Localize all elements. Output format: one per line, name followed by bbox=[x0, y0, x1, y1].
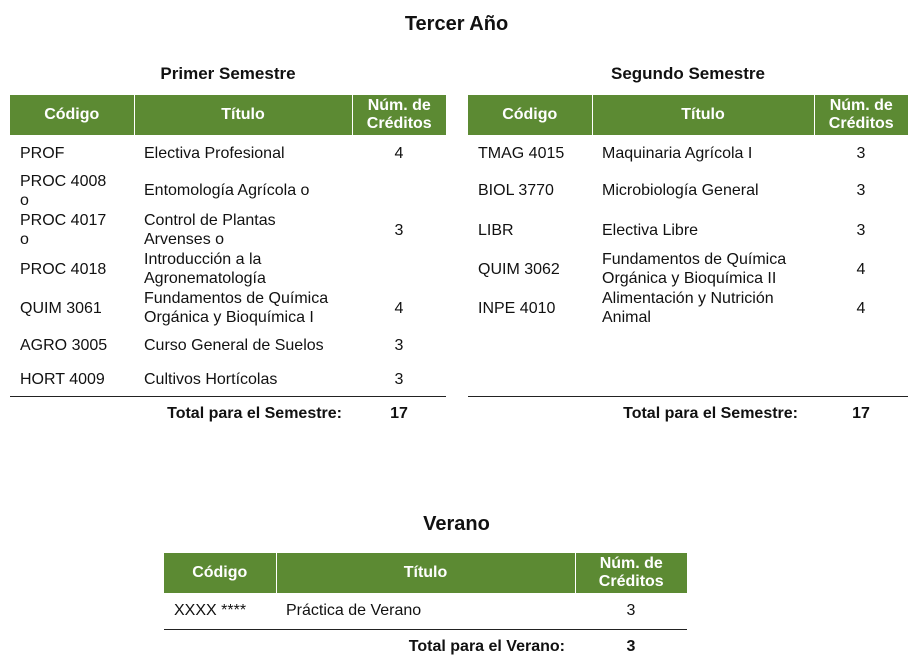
course-code: LIBR bbox=[478, 221, 514, 239]
second-semester-heading: Segundo Semestre bbox=[611, 64, 765, 83]
course-title: Fundamentos de Química Orgánica y Bioquímica I bbox=[144, 290, 329, 326]
table-row bbox=[10, 250, 446, 288]
table-row bbox=[468, 135, 908, 171]
table-row bbox=[10, 171, 446, 210]
header-codigo: Código bbox=[164, 553, 276, 593]
summer-heading: Verano bbox=[423, 513, 490, 535]
header-titulo: Título bbox=[592, 95, 814, 135]
course-title: Electiva Profesional bbox=[144, 144, 285, 162]
summer-total-value: 3 bbox=[626, 638, 636, 655]
table-row bbox=[468, 250, 908, 288]
header-titulo: Título bbox=[134, 95, 352, 135]
first-semester-total-value: 17 bbox=[390, 405, 408, 422]
first-semester-total-label: Total para el Semestre: bbox=[167, 405, 342, 422]
second-semester-table bbox=[468, 95, 908, 397]
course-title: Práctica de Verano bbox=[286, 602, 422, 620]
course-title: Microbiología General bbox=[602, 182, 759, 199]
course-title: Maquinaria Agrícola I bbox=[602, 144, 753, 162]
course-credits: 3 bbox=[394, 370, 404, 388]
table-header-row bbox=[468, 95, 908, 135]
header-creditos: Núm. de Créditos bbox=[575, 553, 687, 593]
course-code: BIOL 3770 bbox=[478, 182, 554, 199]
course-credits: 3 bbox=[856, 144, 866, 162]
header-titulo: Título bbox=[276, 553, 575, 593]
table-row bbox=[468, 210, 908, 250]
course-code: XXXX **** bbox=[174, 602, 247, 620]
course-code: QUIM 3061 bbox=[20, 299, 102, 317]
table-row bbox=[468, 288, 908, 328]
table-row-empty bbox=[468, 328, 908, 396]
course-code: PROC 4018 bbox=[20, 260, 107, 278]
course-credits: 3 bbox=[394, 337, 404, 354]
course-title: Electiva Libre bbox=[602, 221, 699, 239]
course-code: TMAG 4015 bbox=[478, 144, 565, 162]
second-semester-total-label: Total para el Semestre: bbox=[623, 405, 798, 422]
course-credits: 3 bbox=[856, 182, 866, 199]
course-credits bbox=[352, 250, 446, 288]
course-code: HORT 4009 bbox=[20, 370, 105, 388]
course-credits bbox=[352, 171, 446, 210]
header-creditos: Núm. de Créditos bbox=[352, 95, 446, 135]
first-semester-table bbox=[10, 95, 446, 397]
course-code: PROC 4017 o bbox=[20, 212, 107, 248]
course-credits: 4 bbox=[856, 260, 866, 278]
table-row bbox=[10, 288, 446, 328]
first-semester-heading: Primer Semestre bbox=[160, 64, 296, 83]
summer-table bbox=[164, 553, 687, 630]
course-title: Introducción a la Agronematología bbox=[144, 251, 266, 287]
header-codigo: Código bbox=[468, 95, 592, 135]
page-title: Tercer Año bbox=[404, 13, 509, 35]
course-code: PROC 4008 o bbox=[20, 172, 107, 209]
table-row bbox=[164, 593, 687, 629]
course-title: Alimentación y Nutrición Animal bbox=[602, 290, 774, 326]
course-code: QUIM 3062 bbox=[478, 260, 560, 278]
course-credits: 3 bbox=[626, 602, 636, 620]
course-title: Cultivos Hortícolas bbox=[144, 370, 278, 388]
table-row bbox=[468, 171, 908, 210]
course-code: AGRO 3005 bbox=[20, 337, 108, 354]
course-title: Entomología Agrícola o bbox=[144, 182, 310, 199]
course-title: Fundamentos de Química Orgánica y Bioquímica II bbox=[602, 251, 787, 287]
course-code: INPE 4010 bbox=[478, 299, 556, 317]
header-codigo: Código bbox=[10, 95, 134, 135]
course-credits: 4 bbox=[394, 144, 404, 162]
table-row bbox=[10, 328, 446, 363]
course-credits: 4 bbox=[856, 299, 866, 317]
course-code: PROF bbox=[20, 144, 65, 162]
table-row bbox=[10, 363, 446, 396]
table-header-row bbox=[10, 95, 446, 135]
header-creditos: Núm. de Créditos bbox=[814, 95, 908, 135]
course-title: Curso General de Suelos bbox=[144, 337, 324, 354]
summer-total-label: Total para el Verano: bbox=[408, 638, 565, 655]
table-row bbox=[10, 210, 446, 250]
second-semester-total-value: 17 bbox=[852, 405, 870, 422]
course-title: Control de Plantas Arvenses o bbox=[144, 212, 276, 248]
course-credits: 4 bbox=[394, 299, 404, 317]
table-header-row bbox=[164, 553, 687, 593]
table-row bbox=[10, 135, 446, 171]
course-credits: 3 bbox=[394, 221, 404, 239]
course-credits: 3 bbox=[856, 221, 866, 239]
